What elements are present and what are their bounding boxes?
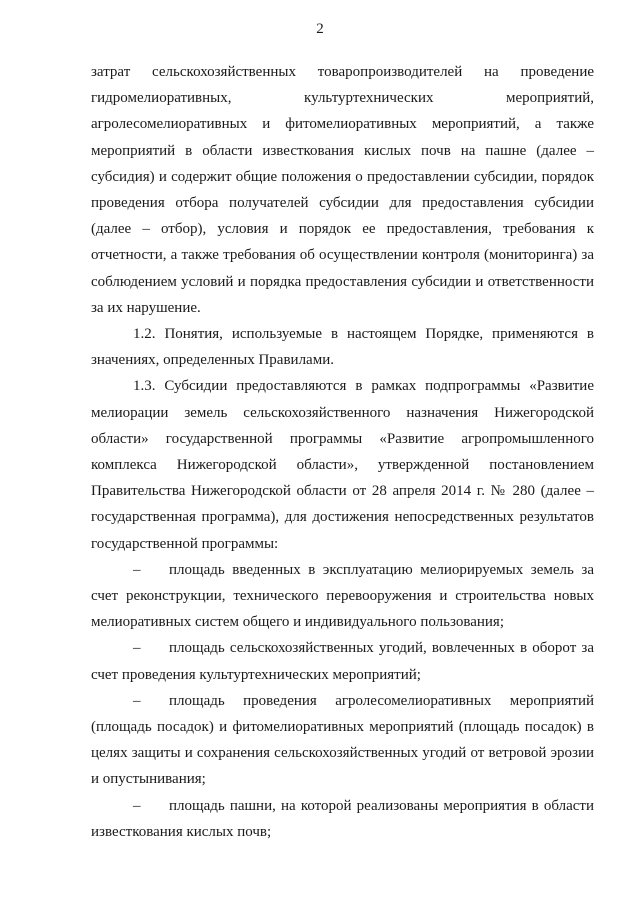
bullet-item (91, 793, 594, 845)
bullet-dash: – (133, 561, 141, 578)
bullet-text: площадь введенных в эксплуатацию мелиорируемых земель за счет реконструкции, технического перевооружения и строительства новых мелиоративных систем общего и индивидуального пользования; (91, 561, 594, 631)
bullet-text: площадь сельскохозяйственных угодий, вовлеченных в оборот за счет проведения культуртехнических мероприятий; (91, 640, 594, 683)
bullet-item (91, 688, 594, 793)
bullet-dash: – (133, 692, 141, 709)
paragraph-continuation: затрат сельскохозяйственных товаропроизводителей на проведение гидромелиоративных, культуртехнических мероприятий, агролесомелиоративных и фитомелиоративных мероприятий, а также мероприятий в области известкования кислых почв на пашне (далее – субсидия) и содержит общие положения о предоставлении субсидии, порядок проведения отбора получателей субсидии для предоставления субсидии (далее – отбор), условия и порядок ее предоставления, требования к отчетности, а также требования об осуществлении контроля (мониторинга) за соблюдением условий и порядка предоставления субсидии и ответственности за их нарушение. (91, 64, 594, 316)
bullet-item (91, 557, 594, 636)
bullet-text: площадь проведения агролесомелиоративных мероприятий (площадь посадок) и фитомелиоративных мероприятий (площадь посадок) в целях защиты и сохранения сельскохозяйственных угодий от ветровой эрозии и опустынивания; (91, 692, 594, 788)
page-number: 2 (316, 21, 324, 37)
bullet-text: площадь пашни, на которой реализованы мероприятия в области известкования кислых почв; (91, 797, 594, 840)
bullet-item (91, 635, 594, 687)
paragraph-1-2: 1.2. Понятия, используемые в настоящем Порядке, применяются в значениях, определенных Правилами. (91, 326, 594, 369)
bullet-dash: – (133, 640, 141, 657)
bullet-dash: – (133, 797, 141, 814)
document-body (91, 59, 594, 845)
paragraph-1-3: 1.3. Субсидии предоставляются в рамках подпрограммы «Развитие мелиорации земель сельскохозяйственного назначения Нижегородской области» государственной программы «Развитие агропромышленного комплекса Нижегородской области», утвержденной постановлением Правительства Нижегородской области от 28 апреля 2014 г. № 280 (далее – государственная программа), для достижения непосредственных результатов государственной программы: (91, 378, 594, 552)
